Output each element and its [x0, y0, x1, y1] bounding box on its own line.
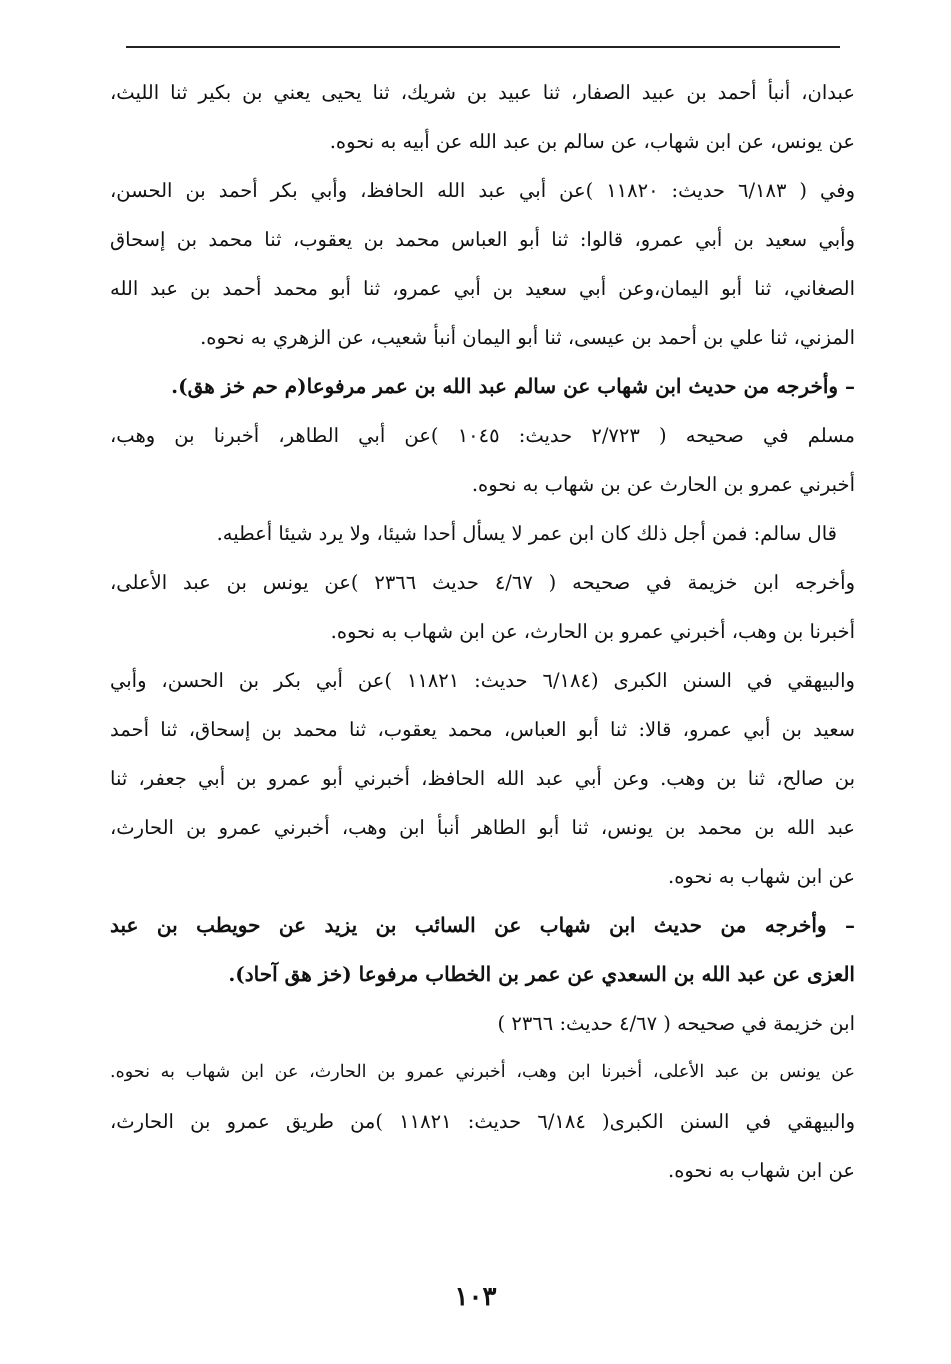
body-text	[110, 68, 855, 1195]
text-line: أخبرنا بن وهب، أخبرني عمرو بن الحارث، عن ابن شهاب به نحوه.	[330, 620, 855, 643]
text-line: ابن خزيمة في صحيحه ( ٤/٦٧ حديث: ٢٣٦٦ )	[497, 1012, 855, 1035]
text-line: سعيد بن أبي عمرو، قالا: ثنا أبو العباس، محمد يعقوب، ثنا محمد بن إسحاق، ثنا أحمد	[110, 718, 855, 741]
text-line: مسلم في صحيحه ( ٢/٧٢٣ حديث: ١٠٤٥ )عن أبي الطاهر، أخبرنا بن وهب،	[110, 424, 855, 447]
text-line: عن يونس، عن ابن شهاب، عن سالم بن عبد الله عن أبيه به نحوه.	[329, 130, 855, 153]
text-line: والبيهقي في السنن الكبرى( ٦/١٨٤ حديث: ١١٨٢١ )من طريق عمرو بن الحارث،	[110, 1110, 855, 1133]
quote-line: قال سالم: فمن أجل ذلك كان ابن عمر لا يسأل أحدا شيئا، ولا يرد شيئا أعطيه.	[216, 522, 837, 545]
text-line: عن يونس بن عبد الأعلى، أخبرنا ابن وهب، أخبرني عمرو بن الحارث، عن ابن شهاب به نحوه.	[110, 1062, 855, 1082]
text-line: عبدان، أنبأ أحمد بن عبيد الصفار، ثنا عبيد بن شريك، ثنا يحيى يعني بن بكير ثنا الليث،	[110, 81, 855, 104]
text-line: وفي ( ٦/١٨٣ حديث: ١١٨٢٠ )عن أبي عبد الله الحافظ، وأبي بكر أحمد بن الحسن،	[110, 179, 855, 202]
text-line: أخبرني عمرو بن الحارث عن بن شهاب به نحوه.	[471, 473, 855, 496]
section-heading: – وأخرجه من حديث ابن شهاب عن السائب بن يزيد عن حويطب بن عبد	[110, 913, 855, 937]
section-heading: – وأخرجه من حديث ابن شهاب عن سالم عبد الله بن عمر مرفوعا(م حم خز هق).	[171, 374, 855, 398]
text-line: الصغاني، ثنا أبو اليمان،وعن أبي سعيد بن أبي عمرو، ثنا أبو محمد أحمد بن عبد الله	[110, 277, 855, 300]
section-heading: العزى عن عبد الله بن السعدي عن عمر بن الخطاب مرفوعا (خز هق آحاد).	[228, 962, 855, 986]
header-rule	[126, 46, 840, 48]
text-line: عن ابن شهاب به نحوه.	[668, 865, 855, 888]
text-line: وأبي سعيد بن أبي عمرو، قالوا: ثنا أبو العباس محمد بن يعقوب، ثنا محمد بن إسحاق	[110, 228, 855, 251]
text-line: عبد الله بن محمد بن يونس، ثنا أبو الطاهر أنبأ ابن وهب، أخبرني عمرو بن الحارث،	[110, 816, 855, 839]
page-number: ١٠٣	[454, 1282, 497, 1312]
text-line: والبيهقي في السنن الكبرى (٦/١٨٤ حديث: ١١٨٢١ )عن أبي بكر بن الحسن، وأبي	[110, 669, 855, 692]
text-line: وأخرجه ابن خزيمة في صحيحه ( ٤/٦٧ حديث ٢٣٦٦ )عن يونس بن عبد الأعلى،	[110, 571, 855, 594]
text-line: المزني، ثنا علي بن أحمد بن عيسى، ثنا أبو اليمان أنبأ شعيب، عن الزهري به نحوه.	[200, 326, 855, 349]
text-line: عن ابن شهاب به نحوه.	[668, 1159, 855, 1182]
text-line: بن صالح، ثنا بن وهب. وعن أبي عبد الله الحافظ، أخبرني أبو عمرو بن أبي جعفر، ثنا	[110, 767, 855, 790]
